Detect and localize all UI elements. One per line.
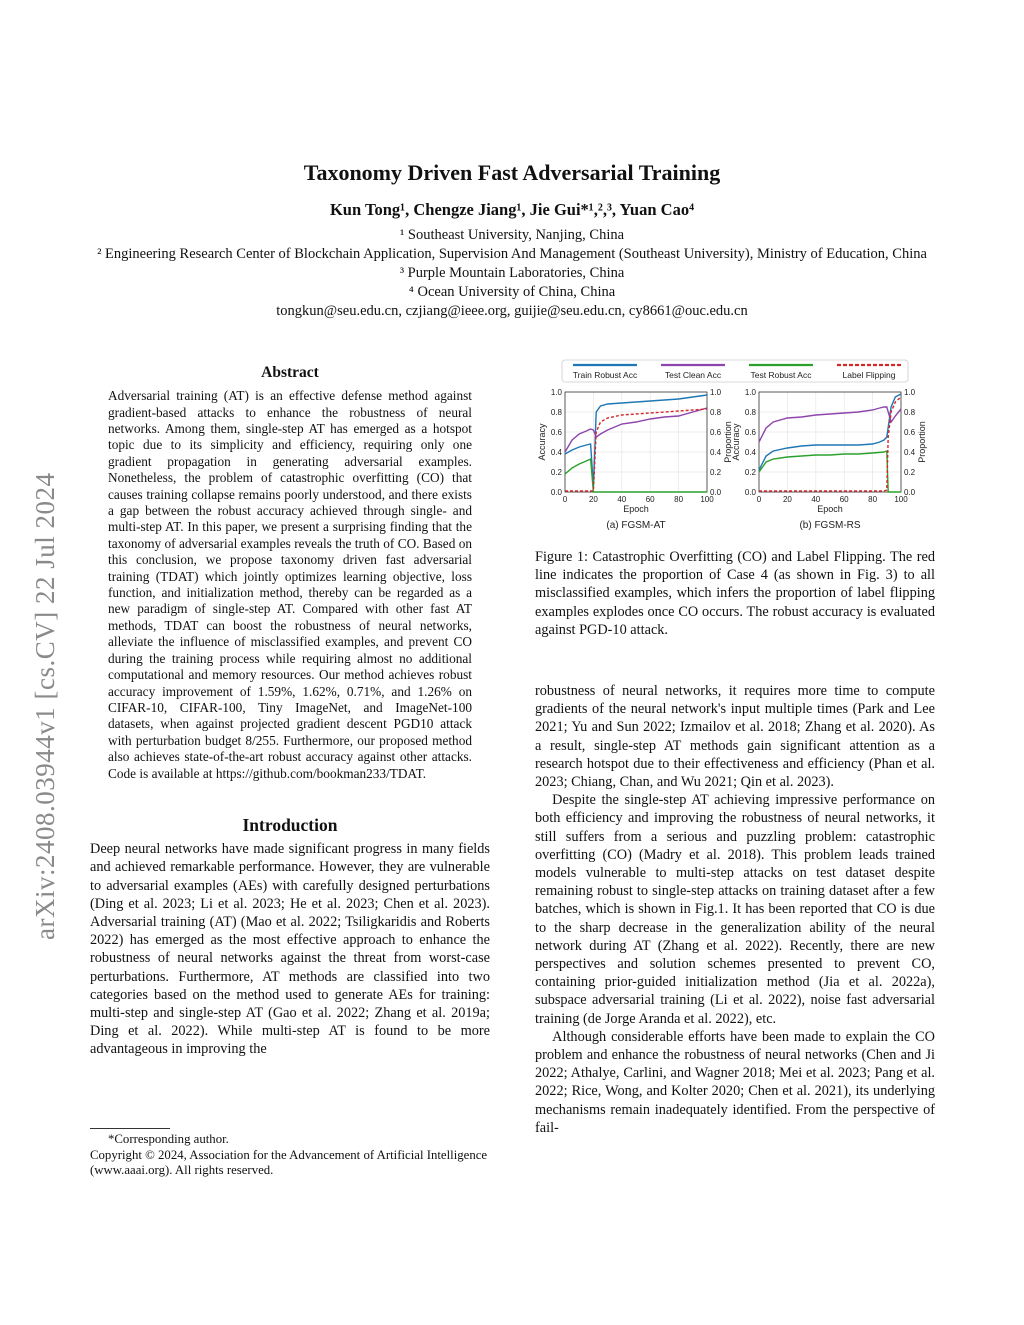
footnote-rule (90, 1128, 170, 1129)
series-line-3 (759, 397, 901, 491)
x-tick-label: 40 (811, 495, 821, 504)
introduction-heading: Introduction (242, 814, 338, 835)
y2-axis-label: Proportion (723, 421, 733, 463)
x-tick-label: 20 (588, 495, 598, 504)
right-paragraph-3: Although considerable efforts have been made to explain the CO problem and enhance the robustness of neural networks (Chen and Ji 2022; Athalye, Carlini, and Wagner 2018; Mei et al. 2023; Pang et al. 2022; Rice, Wong, and Kolter 2020; Chen et al. 2021), its underlying mechanisms remain inadequately identified. From the perspective of fail- (535, 1028, 935, 1136)
chart-fgsm-rs (731, 388, 927, 531)
right-paragraph-2: Despite the single-step AT achieving impressive performance on both efficiency and improving the robustness of neural networks, it still suffers from a serious and puzzling problem: catastrophic overfitting (CO) (Madry et al. 2018). This problem leads trained models vulnerable to multi-step attacks on test dataset despite remaining robust to single-step attacks on training dataset after a few batches, which is shown in Fig.1. It has been reported that CO is due to the sharp decrease in the generalization ability of the neural network during AT (Zhang et al. 2022). Recently, there are new perspectives and solution schemes presented to prevent CO, containing prior-guided initialization method (Jia et al. 2022a), subspace adversarial training (Li et al. 2022), noise fast adversarial training (de Jorge Aranda et al. 2022), etc. (535, 792, 935, 1027)
y2-tick-label: 0.4 (904, 448, 916, 457)
y-tick-label: 0.4 (744, 448, 756, 457)
copyright-note: Copyright © 2024, Association for the Advancement of Artificial Intelligence (www.aaai.org). All rights reserved. (90, 1147, 488, 1177)
x-tick-label: 100 (700, 495, 714, 504)
author-list: Kun Tong¹, Chengze Jiang¹, Jie Gui*¹,²,³, Yuan Cao⁴ (329, 200, 695, 219)
y2-tick-label: 0.8 (904, 408, 916, 417)
chart-subtitle: (a) FGSM-AT (606, 520, 666, 531)
figure-legend (562, 360, 908, 382)
y2-tick-label: 0.0 (904, 488, 916, 497)
series-line-0 (565, 395, 707, 487)
x-axis-label: Epoch (817, 504, 843, 514)
legend-label-1: Test Clean Acc (664, 370, 722, 380)
footnote-block (90, 1128, 490, 1179)
x-tick-label: 80 (674, 495, 684, 504)
x-tick-label: 20 (782, 495, 792, 504)
series-line-2 (759, 451, 901, 492)
legend-label-0: Train Robust Acc (572, 370, 638, 380)
y-axis-label: Accuracy (537, 423, 547, 461)
x-axis-label: Epoch (623, 504, 649, 514)
chart-fgsm-at (537, 388, 733, 531)
arxiv-watermark: arXiv:2408.03944v1 [cs.CV] 22 Jul 2024 (30, 472, 60, 940)
y2-tick-label: 0.6 (904, 428, 916, 437)
y-tick-label: 0.8 (744, 408, 756, 417)
x-tick-label: 100 (894, 495, 908, 504)
affiliation-3: ³ Purple Mountain Laboratories, China (399, 265, 625, 281)
author-emails: tongkun@seu.edu.cn, czjiang@ieee.org, guijie@seu.edu.cn, cy8661@ouc.edu.cn (276, 303, 748, 319)
y-tick-label: 1.0 (744, 388, 756, 397)
legend-label-2: Test Robust Acc (750, 370, 812, 380)
y2-tick-label: 1.0 (904, 388, 916, 397)
figure-1-caption: Figure 1: Catastrophic Overfitting (CO) and Label Flipping. The red line indicates the proportion of Case 4 (as shown in Fig. 3) to all misclassified examples, which infers the proportion of label flipping examples explodes once CO occurs. The robust accuracy is evaluated against PGD-10 attack. (535, 549, 935, 638)
x-tick-label: 80 (868, 495, 878, 504)
y-tick-label: 0.6 (744, 428, 756, 437)
x-tick-label: 60 (645, 495, 655, 504)
abstract-text: Adversarial training (AT) is an effective defense method against gradient-based attacks to enhance the robustness of neural networks. Among them, single-step AT has emerged as a hotspot topic due to its simplicity and efficiency, requiring only one gradient propagation in generating adversarial examples. Nonetheless, the problem of catastrophic overfitting (CO) that causes training collapse remains poorly understood, and there exists a gap between the robust accuracy achieved through single- and multi-step AT. In this paper, we present a surprising finding that the taxonomy of adversarial examples reveals the truth of CO. Based on this conclusion, we propose taxonomy driven fast adversarial training (TDAT) which jointly optimizes learning objective, loss function, and initialization method, thereby can be regarded as a new paradigm of single-step AT. Compared with other fast AT methods, TDAT can boost the robustness of neural networks, alleviate the influence of misclassified examples, and prevent CO during the training process while requiring almost no additional computational and memory resources. Our method achieves robust accuracy improvement of 1.59%, 1.62%, 0.71%, and 1.26% on CIFAR-10, CIFAR-100, Tiny ImageNet, and ImageNet-100 datasets, when against projected gradient descent PGD10 attack with perturbation budget 8/255. Furthermore, our proposed method also achieves state-of-the-art robust accuracy against other attacks. Code is available at https://github.com/bookman233/TDAT. (108, 388, 472, 781)
y-tick-label: 0.8 (550, 408, 562, 417)
y-tick-label: 0.0 (550, 488, 562, 497)
y-tick-label: 0.2 (744, 468, 756, 477)
x-tick-label: 60 (839, 495, 849, 504)
x-tick-label: 40 (617, 495, 627, 504)
right-column (535, 682, 935, 1137)
corresponding-author-note: *Corresponding author. (108, 1132, 229, 1146)
plot-frame (565, 392, 707, 492)
x-tick-label: 0 (562, 495, 568, 504)
right-paragraph-1: robustness of neural networks, it requires more time to compute gradients of the neural network's input multiple times (Park and Lee 2021; Yu and Sun 2022; Izmailov et al. 2018; Zhang et al. 2020). As a result, single-step AT methods gain significant attention as a research hotspot due to their effectiveness and efficiency (Phan et al. 2023; Chiang, Chan, and Wu 2021; Qin et al. 2023). (535, 683, 935, 791)
x-tick-label: 0 (756, 495, 762, 504)
paper-header (80, 160, 944, 321)
y2-tick-label: 0.2 (904, 468, 916, 477)
figure-1-charts (535, 356, 935, 540)
y-tick-label: 0.6 (550, 428, 562, 437)
left-column (90, 364, 490, 1059)
affiliation-4: ⁴ Ocean University of China, China (408, 284, 616, 300)
y-tick-label: 1.0 (550, 388, 562, 397)
abstract-heading: Abstract (261, 364, 319, 381)
y-tick-label: 0.0 (744, 488, 756, 497)
y-axis-label: Accuracy (731, 423, 741, 461)
y2-tick-label: 0.4 (710, 448, 722, 457)
affiliation-1: ¹ Southeast University, Nanjing, China (399, 227, 625, 243)
y-tick-label: 0.4 (550, 448, 562, 457)
chart-subtitle: (b) FGSM-RS (799, 520, 861, 531)
y2-tick-label: 1.0 (710, 388, 722, 397)
series-line-2 (565, 459, 707, 492)
y2-tick-label: 0.6 (710, 428, 722, 437)
y-tick-label: 0.2 (550, 468, 562, 477)
y2-tick-label: 0.8 (710, 408, 722, 417)
affiliation-2: ² Engineering Research Center of Blockchain Application, Supervision And Management (Southeast University), Ministry of Education, China (97, 246, 927, 262)
paper-title: Taxonomy Driven Fast Adversarial Training (303, 160, 721, 185)
legend-label-3: Label Flipping (842, 370, 896, 380)
y2-tick-label: 0.2 (710, 468, 722, 477)
introduction-paragraph: Deep neural networks have made significant progress in many fields and achieved remarkable performance. However, they are vulnerable to adversarial examples (AEs) with carefully designed perturbations (Ding et al. 2023; Li et al. 2023; He et al. 2023; Chen et al. 2023). Adversarial training (AT) (Mao et al. 2022; Tsiligkaridis and Roberts 2022) has emerged as the most effective approach to enhance the robustness of neural networks against the threat from worst-case perturbations. Furthermore, AT methods are classified into two categories based on the method used to generate AEs for training: multi-step and single-step AT (Gao et al. 2022; Zhang et al. 2019a; Ding et al. 2022). While multi-step AT is found to be more advantageous in improving the (90, 841, 490, 1058)
y2-axis-label: Proportion (917, 421, 927, 463)
y2-tick-label: 0.0 (710, 488, 722, 497)
